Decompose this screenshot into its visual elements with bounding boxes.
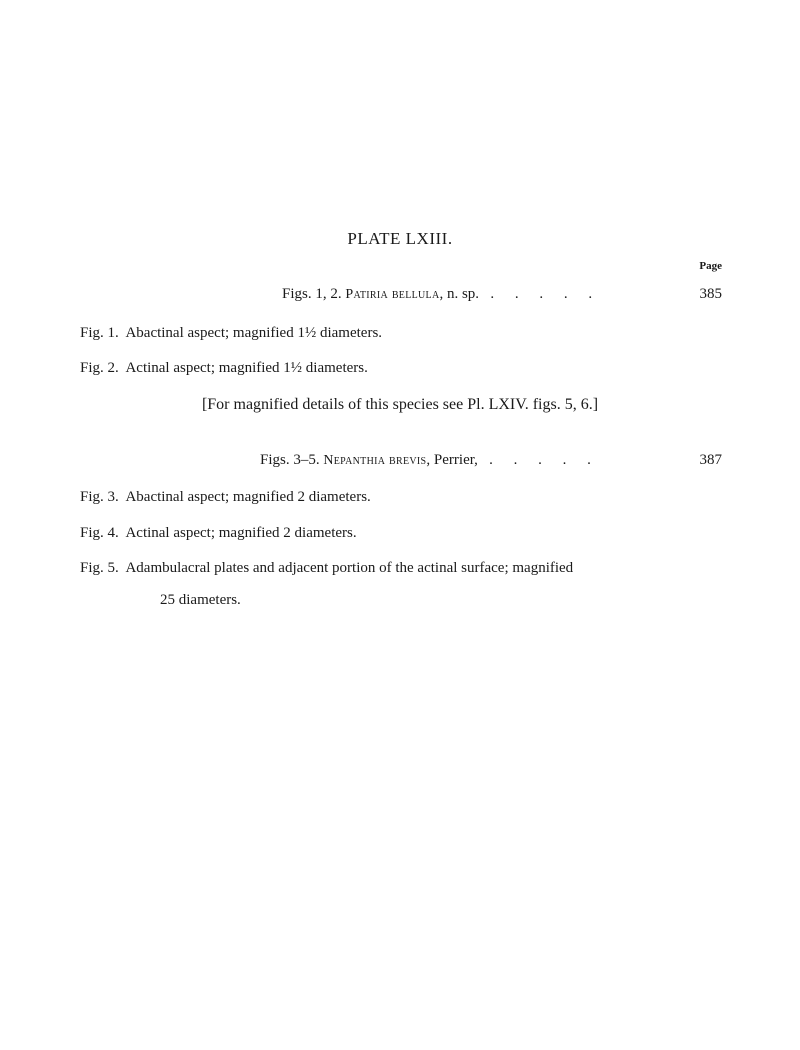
figs-label: Figs. 3–5.: [260, 452, 320, 468]
species-suffix: , n. sp.: [439, 286, 480, 302]
page-number: 385: [699, 286, 722, 302]
figure-caption: [80, 525, 357, 542]
figure-caption: [80, 489, 371, 506]
species-suffix: , Perrier,: [426, 452, 478, 468]
figure-text: Actinal aspect; magnified 2 diameters.: [125, 525, 357, 541]
figure-text: Adambulacral plates and adjacent portion of the actinal surface; magnified: [125, 560, 574, 576]
figure-label: Fig. 1.: [80, 325, 119, 341]
leader-dots: . . . . .: [489, 452, 591, 468]
figure-caption: [80, 560, 573, 577]
page-number: 387: [699, 452, 722, 468]
figure-label: Fig. 5.: [80, 560, 119, 576]
figure-label: Fig. 3.: [80, 489, 119, 505]
figure-label: Fig. 4.: [80, 525, 119, 541]
leader-dots: . . . . .: [490, 286, 593, 302]
figure-caption-continuation: 25 diameters.: [160, 592, 241, 608]
figure-caption: [80, 325, 382, 342]
figure-text: Abactinal aspect; magnified 1½ diameters.: [125, 325, 383, 341]
cross-reference-note: [For magnified details of this species see Pl. LXIV. figs. 5, 6.]: [201, 396, 599, 413]
figure-caption: [80, 360, 368, 377]
figure-text: Actinal aspect; magnified 1½ diameters.: [125, 360, 368, 376]
species-name: Nepanthia brevis: [323, 453, 427, 468]
figure-text: Abactinal aspect; magnified 2 diameters.: [125, 489, 371, 505]
figs-label: Figs. 1, 2.: [282, 286, 342, 302]
plate-title: PLATE LXIII.: [347, 229, 453, 248]
species-name: Patiria bellula: [345, 287, 440, 302]
figure-label: Fig. 2.: [80, 360, 119, 376]
page-column-header: Page: [699, 260, 722, 272]
